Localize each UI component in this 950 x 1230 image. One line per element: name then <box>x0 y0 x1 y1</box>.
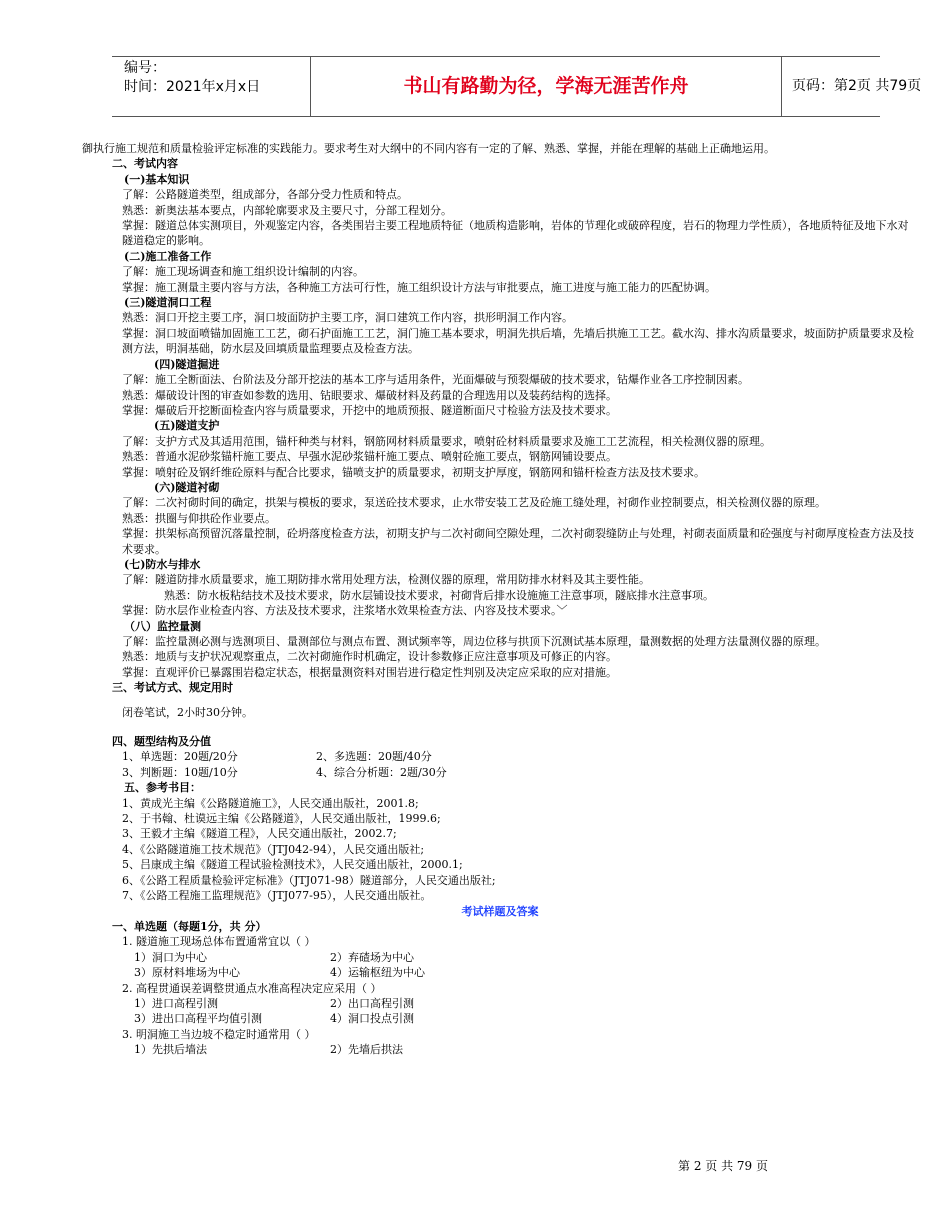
paragraph: 了解：监控量测必测与选测项目、量测部位与测点布置、测试频率等，周边位移与拱顶下沉测试基本原理，量测数据的处理方法量测仪器的原理。 <box>122 635 826 648</box>
option-row <box>82 965 918 980</box>
paragraph: 了解：施工现场调查和施工组织设计编制的内容。 <box>122 265 364 279</box>
paragraph: 掌握：爆破后开挖断面检查内容与质量要求，开挖中的地质预报、隧道断面尺寸检验方法及技术要求。 <box>122 403 617 417</box>
option: 1）进口高程引测 <box>134 996 218 1010</box>
subsection-title: (一)基本知识 <box>124 172 190 186</box>
paragraph: 熟悉：普通水泥砂浆锚杆施工要点、早强水泥砂浆锚杆施工要点、喷射砼施工要点，钢筋网铺设要点。 <box>122 450 617 464</box>
question: 3. 明洞施工当边坡不稳定时通常用（ ） <box>122 1027 316 1041</box>
paragraph: 了解：隧道防排水质量要求，施工期防排水常用处理方法，检测仪器的原理，常用防排水材料及其主要性能。 <box>122 573 650 587</box>
option: 2）先墙后拱法 <box>330 1043 403 1057</box>
reference-item: 3、王毅才主编《隧道工程》，人民交通出版社，2002.7; <box>122 827 397 841</box>
subsection-title: (七)防水与排水 <box>124 557 201 571</box>
option: 4）运输枢纽为中心 <box>330 966 425 980</box>
paragraph: 熟悉：地质与支护状况观察重点，二次衬砌施作时机确定，设计参数修正应注意事项及可修正的内容。 <box>122 650 617 664</box>
option: 3）原材料堆场为中心 <box>134 966 240 980</box>
section-title: 四、题型结构及分值 <box>112 735 211 749</box>
page-header <box>112 56 922 118</box>
paragraph: 了解：二次衬砌时间的确定，拱架与模板的要求，泵送砼技术要求，止水带安装工艺及砼施工缝处理，衬砌作业控制要点，相关检测仪器的原理。 <box>122 496 826 510</box>
paragraph: 掌握：直观评价已暴露围岩稳定状态，根据量测资料对围岩进行稳定性判别及决定应采取的应对措施。 <box>122 665 617 679</box>
paragraph: 了解：施工全断面法、台阶法及分部开挖法的基本工序与适用条件，光面爆破与预裂爆破的技术要求，钻爆作业各工序控制因素。 <box>122 373 749 387</box>
option-row <box>82 950 918 965</box>
paragraph: 掌握：洞口坡面喷锚加固施工工艺，砌石护面施工工艺，洞门施工基本要求，明洞先拱后墙，先墙后拱施工工艺。截水沟、排水沟质量要求，坡面防护质量要求及检测方法，明洞基础，防水层及回填质量监理要点及检查方法。 <box>122 326 914 356</box>
paragraph: 熟悉：拱圈与仰拱砼作业要点。 <box>122 511 276 525</box>
paragraph: 熟悉：爆破设计图的审查如参数的选用、钻眼要求、爆破材料及药量的合理选用以及装药结构的选择。 <box>122 388 617 402</box>
intro-paragraph: 御执行施工规范和质量检验评定标准的实践能力。要求考生对大纲中的不同内容有一定的了解、熟悉、掌握，并能在理解的基础上正确地运用。 <box>82 142 775 155</box>
question: 1. 隧道施工现场总体布置通常宜以（ ） <box>122 935 316 949</box>
header-motto: 书山有路勤为径，学海无涯苦作舟 <box>310 56 782 116</box>
option: 2）出口高程引测 <box>330 996 414 1010</box>
paragraph: 掌握：施工测量主要内容与方法，各种施工方法可行性，施工组织设计方法与审批要点，施工进度与施工能力的匹配协调。 <box>122 280 716 294</box>
paragraph: 闭卷笔试，2小时30分钟。 <box>122 705 253 719</box>
section-title: 二、考试内容 <box>112 157 178 171</box>
option: 2）弃碴场为中心 <box>330 950 414 964</box>
question-type: 4、综合分析题：2题/30分 <box>316 765 447 779</box>
paragraph: 熟悉：防水板粘结技术及技术要求，防水层铺设技术要求，衬砌背后排水设施施工注意事项，隧底排水注意事项。 <box>164 588 714 602</box>
reference-item: 7、《公路工程施工监理规范》（JTJ077-95），人民交通出版社。 <box>122 889 432 903</box>
section-title: 五、参考书目： <box>124 781 201 795</box>
section-title: 三、考试方式、规定用时 <box>112 681 233 695</box>
paragraph: 掌握：拱架标高预留沉落量控制，砼坍落度检查方法，初期支护与二次衬砌间空隙处理，二次衬砌裂缝防止与处理，衬砌表面质量和砼强度与衬砌厚度检查方法及技术要求。 <box>122 527 914 556</box>
question-type: 1、单选题：20题/20分 <box>122 750 238 764</box>
option: 1）洞口为中心 <box>134 950 207 964</box>
section-title: 一、单选题（每题1分，共 分） <box>112 919 267 933</box>
reference-item: 4、《公路隧道施工技术规范》（JTJ042-94），人民交通出版社; <box>122 842 425 856</box>
paragraph: 掌握：喷射砼及钢纤维砼原料与配合比要求，锚喷支护的质量要求，初期支护厚度，钢筋网和锚杆检查方法及技术要求。 <box>122 465 705 479</box>
reference-item: 2、于书翰、杜谟远主编《公路隧道》，人民交通出版社，1999.6; <box>122 812 441 826</box>
subsection-title: (二)施工准备工作 <box>124 249 212 263</box>
subsection-title: （八）监控量测 <box>124 619 201 633</box>
paragraph: 熟悉：新奥法基本要点，内部轮廓要求及主要尺寸，分部工程划分。 <box>122 203 452 217</box>
subsection-title: (六)隧道衬砌 <box>154 480 220 494</box>
option-row <box>82 996 918 1011</box>
reference-item: 1、黄成光主编《公路隧道施工》，人民交通出版社，2001.8; <box>122 796 419 810</box>
samples-title: 考试样题及答案 <box>461 904 539 918</box>
option-row <box>82 1042 918 1057</box>
option: 4）洞口投点引测 <box>330 1012 414 1026</box>
question-type: 2、多选题：20题/40分 <box>316 750 432 764</box>
doc-number-label: 编号： <box>124 60 166 76</box>
question-type: 3、判断题：10题/10分 <box>122 765 238 779</box>
option: 1）先拱后墙法 <box>134 1043 207 1057</box>
document-body <box>82 141 918 1058</box>
subsection-title: (五)隧道支护 <box>154 419 220 433</box>
paragraph: 掌握：防水层作业检查内容、方法及技术要求，注浆堵水效果检查方法、内容及技术要求。﹀ <box>122 604 568 618</box>
doc-time-label: 时间：2021年x月x日 <box>124 79 261 95</box>
option-row <box>82 1011 918 1026</box>
reference-item: 5、吕康成主编《隧道工程试验检测技术》，人民交通出版社，2000.1; <box>122 858 463 872</box>
header-meta <box>124 59 260 97</box>
question-type-row <box>82 765 918 780</box>
subsection-title: (三)隧道洞口工程 <box>124 296 212 310</box>
question-type-row <box>82 749 918 764</box>
reference-item: 6、《公路工程质量检验评定标准》（JTJ071-98）隧道部分，人民交通出版社; <box>122 873 496 887</box>
header-bottom-rule <box>112 116 880 117</box>
header-page-label: 页码：第2页 共79页 <box>792 78 922 94</box>
option: 3）进出口高程平均值引测 <box>134 1012 262 1026</box>
paragraph: 熟悉：洞口开挖主要工序，洞口坡面防护主要工序，洞口建筑工作内容，拱形明洞工作内容。 <box>122 311 573 325</box>
page-footer: 第 2 页 共 79 页 <box>678 1159 768 1173</box>
question: 2. 高程贯通误差调整贯通点水准高程决定应采用（ ） <box>122 981 382 995</box>
subsection-title: (四)隧道掘进 <box>154 357 220 371</box>
paragraph: 了解：公路隧道类型，组成部分，各部分受力性质和特点。 <box>122 188 408 202</box>
paragraph: 了解：支护方式及其适用范围，锚杆种类与材料，钢筋网材料质量要求，喷射砼材料质量要求及施工工艺流程，相关检测仪器的原理。 <box>122 434 771 448</box>
paragraph: 掌握：隧道总体实测项目，外观鉴定内容，各类围岩主要工程地质特征（地质构造影响，岩体的节理化或破碎程度，岩石的物理力学性质），各地质特征及地下水对隧道稳定的影响。 <box>122 219 909 248</box>
